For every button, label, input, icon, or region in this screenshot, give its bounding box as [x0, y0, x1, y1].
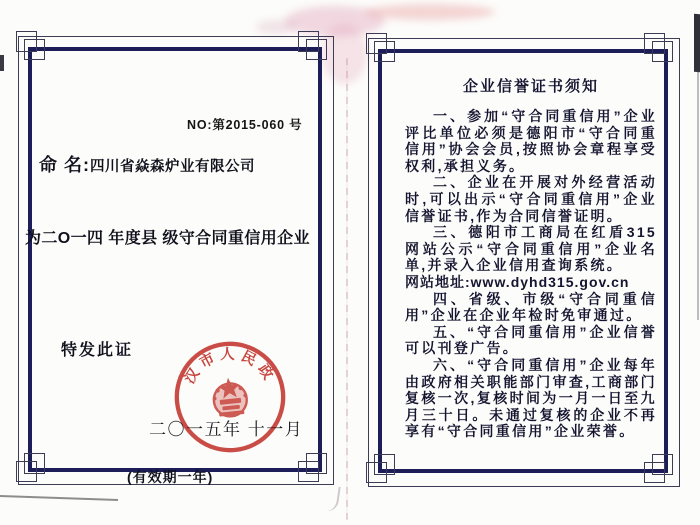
name-label: 命 名:: [39, 155, 90, 175]
corner-ornament: [374, 41, 395, 62]
ink-smudge: [256, 20, 296, 34]
issue-date: 二〇一五年 十一月: [149, 420, 304, 439]
corner-ornament: [374, 454, 395, 475]
name-line: [39, 151, 255, 177]
seal-arc-text: 汉市人民政: [181, 346, 279, 387]
paper-edge-shadow: [697, 70, 699, 320]
scan-line-artifact: [0, 495, 118, 501]
corner-ornament: [24, 453, 45, 474]
government-seal-stamp: [166, 333, 293, 460]
fold-tail-mark: [325, 485, 341, 512]
certificate-left-page: [18, 36, 334, 485]
notice-title: 企业信誉证书须知: [462, 78, 599, 95]
award-title: 为二O一四 年度县 级守合同重信用企业: [25, 230, 310, 247]
company-name: 四川省焱森炉业有限公司: [90, 159, 255, 175]
notice-section: [405, 75, 657, 440]
issue-statement: 特发此证: [61, 342, 134, 359]
corner-ornament: [306, 39, 327, 60]
notice-item-3: 三、德阳市工商局在红盾315网站公示“守合同重信用”企业名单,并录入企业信用查询系统。: [405, 224, 657, 274]
certificate-right-page: [368, 38, 680, 487]
ink-smudge: [365, 4, 495, 20]
corner-ornament: [652, 41, 673, 62]
corner-ornament: [306, 453, 327, 474]
notice-item-4: 四、省级、市级“守合同重信用”企业在企业年检时免审通过。: [405, 290, 657, 324]
notice-item-1: 一、参加“守合同重信用”企业评比单位必须是德阳市“守合同重信用”协会会员,按照协会章程享受权利,承担义务。: [405, 108, 657, 174]
website-address: 网站地址:www.dyhd315.gov.cn: [405, 273, 630, 290]
paper-edge-mark: [0, 55, 4, 71]
corner-ornament: [652, 454, 673, 475]
notice-item-5: 五、“守合同重信用”企业信誉可以刊登广告。: [405, 323, 657, 357]
corner-ornament: [24, 39, 45, 60]
notice-item-2: 二、企业在开展对外经营活动时,可以出示“守合同重信用”企业信誉证书,作为合同信誉证明。: [405, 174, 657, 224]
seal-emblem-icon: [211, 376, 250, 418]
notice-item-6: 六、“守合同重信用”企业每年由政府相关职能部门审查,工商部门复核一次,复核时间为一月一日至九月三十日。未通过复核的企业不再享有“守合同重信用”企业荣誉。: [405, 356, 657, 440]
paper-edge-mark: [694, 14, 700, 72]
serial-number: NO:第2015-060 号: [187, 118, 303, 132]
center-fold-crease: [346, 58, 348, 520]
validity-note: (有效期一年): [127, 469, 214, 485]
